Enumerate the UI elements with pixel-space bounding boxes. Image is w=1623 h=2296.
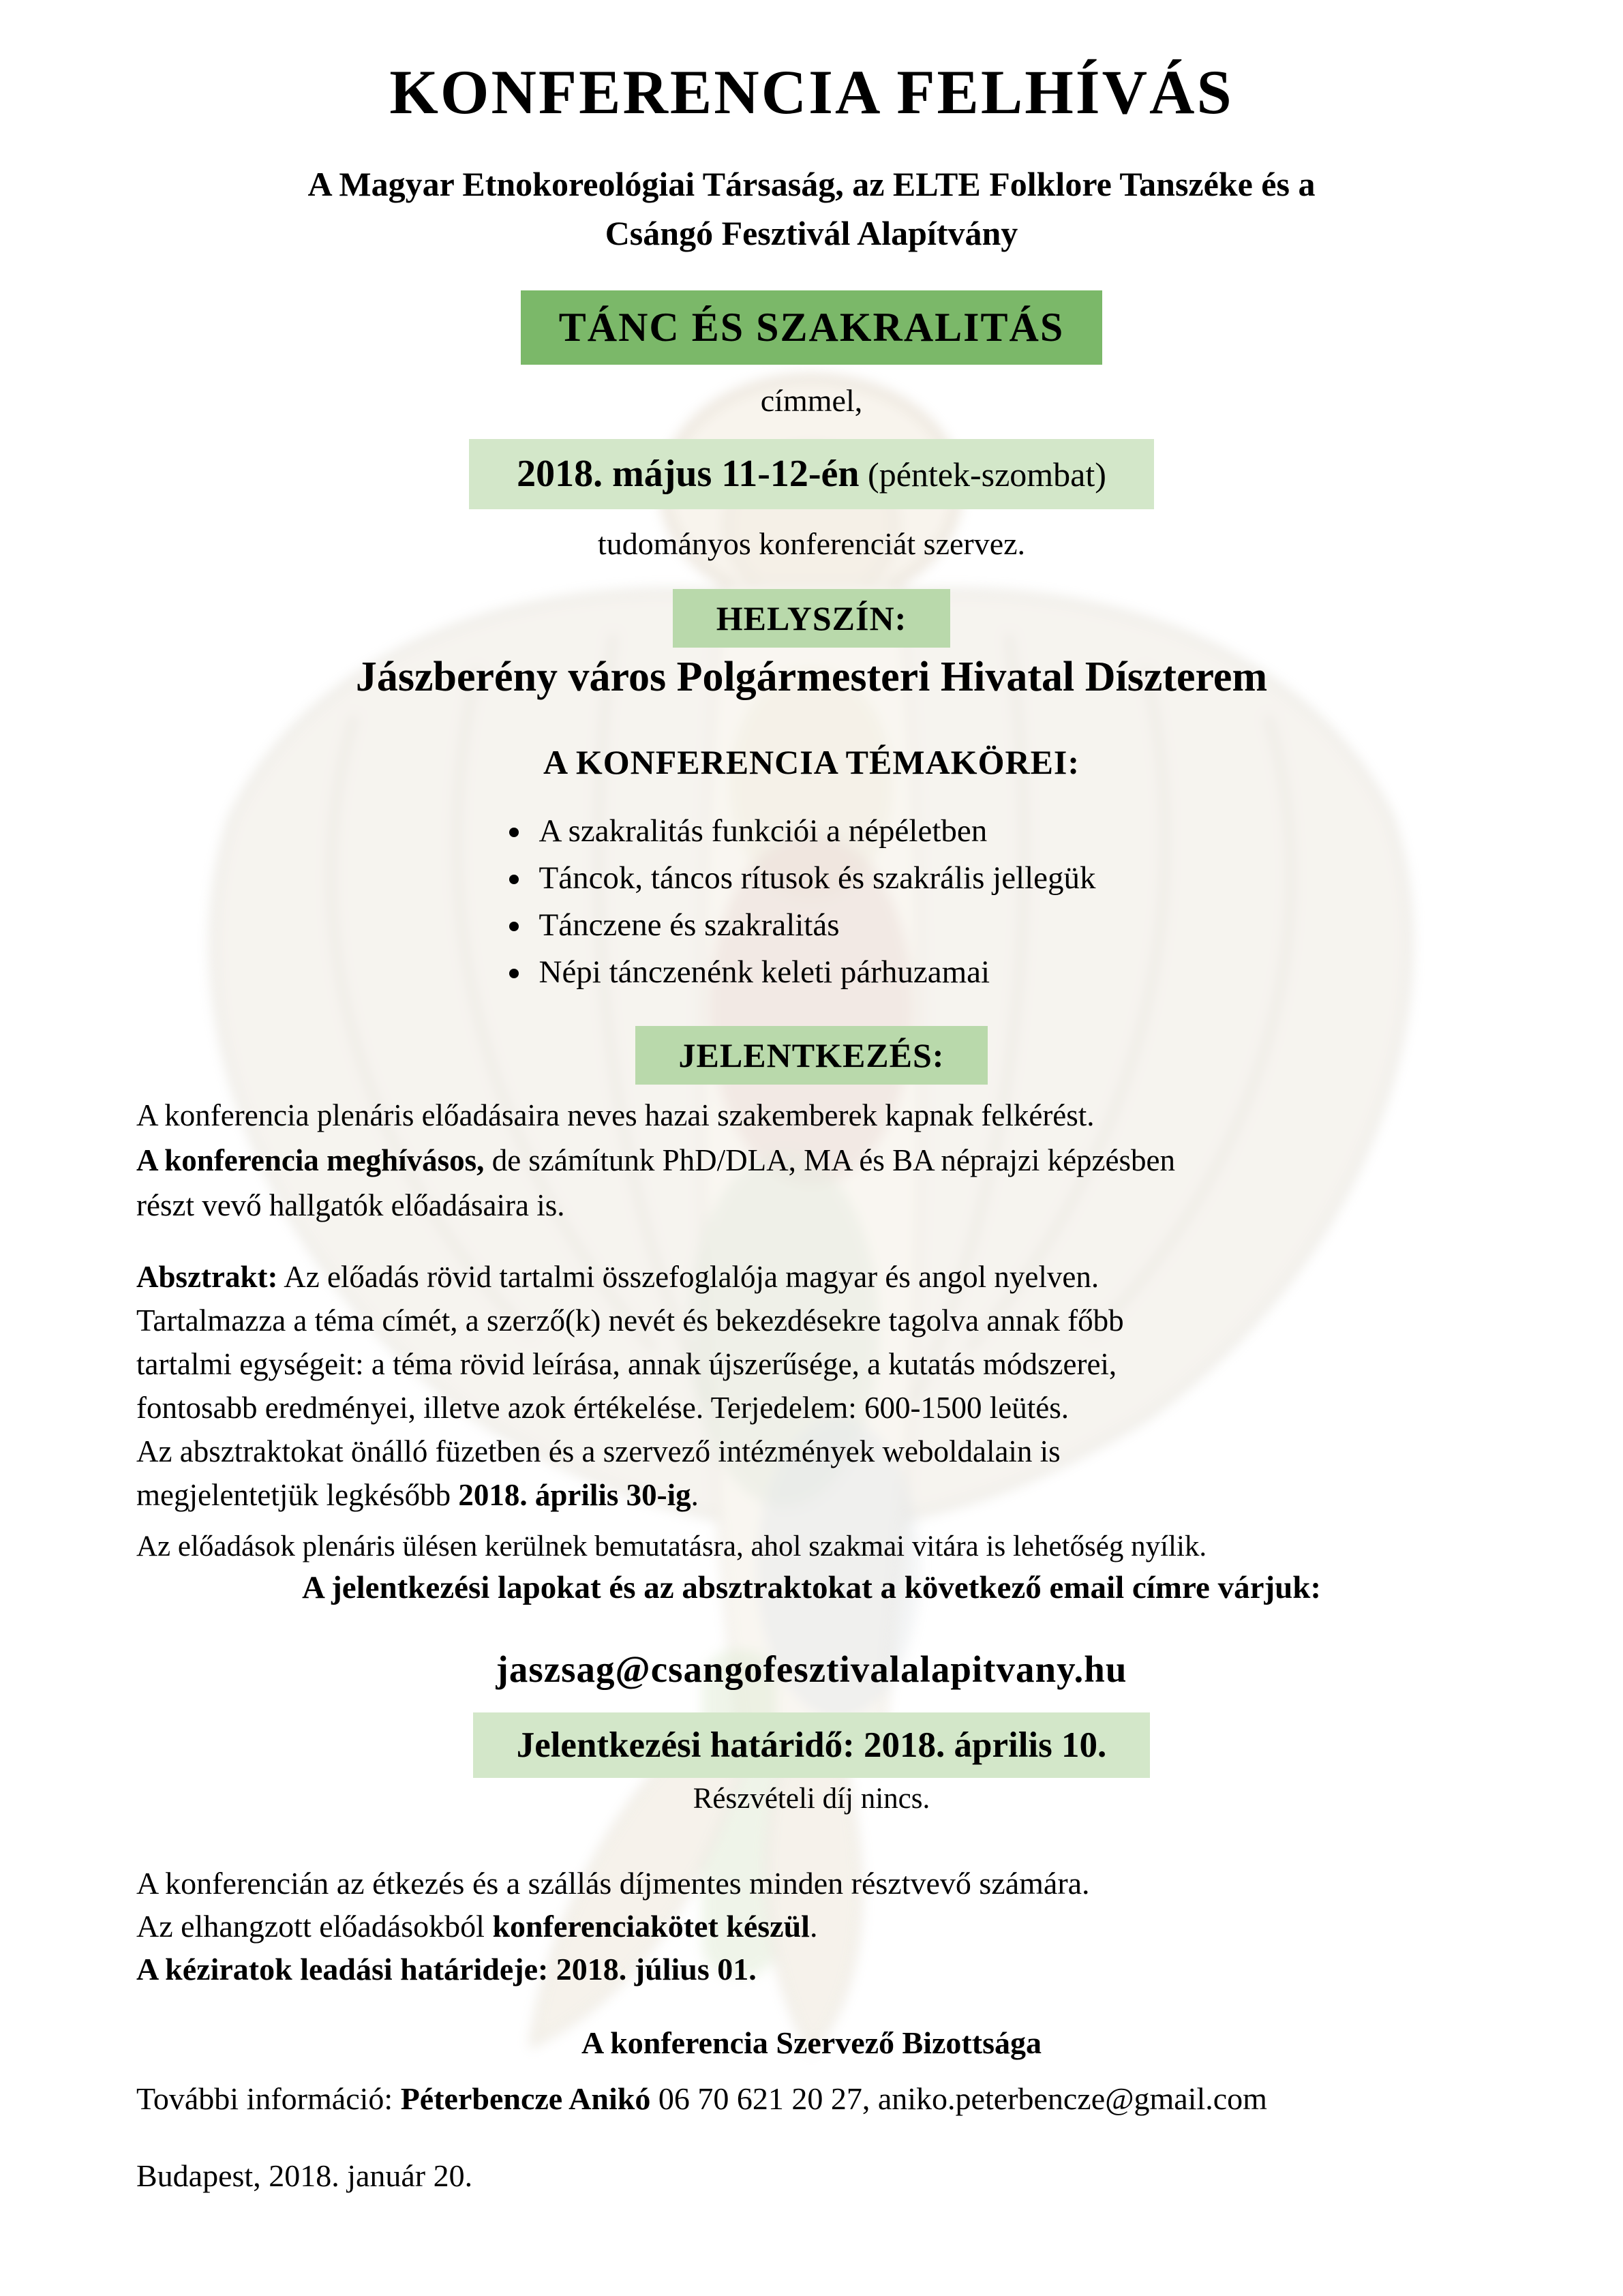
contact-info-line — [136, 2079, 1487, 2119]
abstract-line-1: Az előadás rövid tartalmi összefoglalója magyar és angol nyelven. — [277, 1259, 1099, 1294]
abstract-line-3: tartalmi egységeit: a téma rövid leírása, annak újszerűsége, a kutatás módszerei, — [136, 1346, 1117, 1381]
application-para-1: A konferencia plenáris előadásaira neves hazai szakemberek kapnak felkérést. — [136, 1098, 1095, 1132]
send-instruction: A jelentkezési lapokat és az absztraktokat a következő email címre várjuk: — [301, 1569, 1322, 1605]
application-para-2-line-2: részt vevő hallgatók előadásaira is. — [136, 1188, 565, 1222]
date-text: 2018. május 11-12-én — [517, 453, 860, 496]
contact-prefix: További információ: — [136, 2081, 401, 2116]
organizers — [136, 160, 1487, 258]
date-banner — [469, 439, 1154, 509]
fee-note: Részvételi díj nincs. — [693, 1782, 930, 1815]
contact-person-name: Péterbencze Anikó — [400, 2081, 651, 2116]
page-title: KONFERENCIA FELHÍVÁS — [389, 57, 1234, 127]
manuscript-deadline-line: A kéziratok leadási határideje: 2018. július 01. — [136, 1951, 757, 1987]
application-para-2 — [136, 1138, 1487, 1228]
conference-volume-line — [136, 1905, 1487, 1948]
abstract-deadline: 2018. április 30-ig — [458, 1477, 691, 1512]
topics-heading: A KONFERENCIA TÉMAKÖREI: — [543, 742, 1080, 781]
contact-email: jaszsag@csangofesztivalalapitvany.hu — [496, 1648, 1127, 1690]
venue-label-banner: HELYSZÍN: — [673, 589, 950, 648]
venue-name: Jászberény város Polgármesteri Hivatal Díszterem — [355, 654, 1268, 701]
free-meals-line: A konferencián az étkezés és a szállás díjmentes minden résztvevő számára. — [136, 1865, 1090, 1901]
organizing-committee: A konferencia Szervező Bizottsága — [581, 2025, 1042, 2060]
volume-line-bold: konferenciakötet készül — [492, 1908, 810, 1944]
conference-title-banner: TÁNC ÉS SZAKRALITÁS — [521, 290, 1103, 365]
organize-line: tudományos konferenciát szervez. — [597, 526, 1026, 562]
topic-item: • Tánczene és szakralitás — [532, 902, 1344, 949]
date-weekday-note: (péntek-szombat) — [859, 455, 1106, 494]
dateline: Budapest, 2018. január 20. — [136, 2158, 473, 2193]
practical-info — [136, 1862, 1487, 1991]
application-deadline-banner: Jelentkezési határidő: 2018. április 10. — [473, 1712, 1151, 1778]
title-suffix: címmel, — [760, 383, 863, 419]
topic-item: • Táncok, táncos rítusok és szakrális jellegük — [532, 855, 1344, 902]
volume-line-prefix: Az elhangzott előadásokból — [136, 1908, 493, 1944]
organizers-line-1: A Magyar Etnokoreológiai Társaság, az ELTE Folklore Tanszéke és a — [307, 165, 1316, 204]
abstract-line-5: Az absztraktokat önálló füzetben és a szervező intézmények weboldalain is — [136, 1434, 1061, 1468]
topic-item: • Népi tánczenénk keleti párhuzamai — [532, 949, 1344, 996]
abstract-label: Absztrakt: — [136, 1259, 278, 1294]
abstract-line-6: megjelentetjük legkésőbb — [136, 1477, 459, 1512]
topics-list — [280, 808, 1344, 996]
contact-phone-email: 06 70 621 20 27, aniko.peterbencze@gmail.com — [650, 2081, 1267, 2116]
abstract-line-4: fontosabb eredményei, illetve azok értékelése. Terjedelem: 600-1500 leütés. — [136, 1390, 1069, 1425]
volume-line-tail: . — [809, 1908, 818, 1944]
application-label-banner: JELENTKEZÉS: — [635, 1026, 988, 1085]
abstract-line-6-tail: . — [691, 1477, 699, 1512]
topic-item: • A szakralitás funkciói a népéletben — [532, 808, 1344, 855]
abstract-paragraph — [136, 1255, 1487, 1517]
application-para-2-text: de számítunk PhD/DLA, MA és BA néprajzi képzésben — [484, 1143, 1175, 1177]
abstract-line-2: Tartalmazza a téma címét, a szerző(k) nevét és bekezdésekre tagolva annak főbb — [136, 1303, 1124, 1338]
organizers-line-2: Csángó Fesztivál Alapítvány — [605, 214, 1018, 253]
plenary-note: Az előadások plenáris ülésen kerülnek bemutatásra, ahol szakmai vitára is lehetőség nyílik. — [136, 1530, 1207, 1562]
application-para-2-bold: A konferencia meghívásos, — [136, 1143, 485, 1177]
